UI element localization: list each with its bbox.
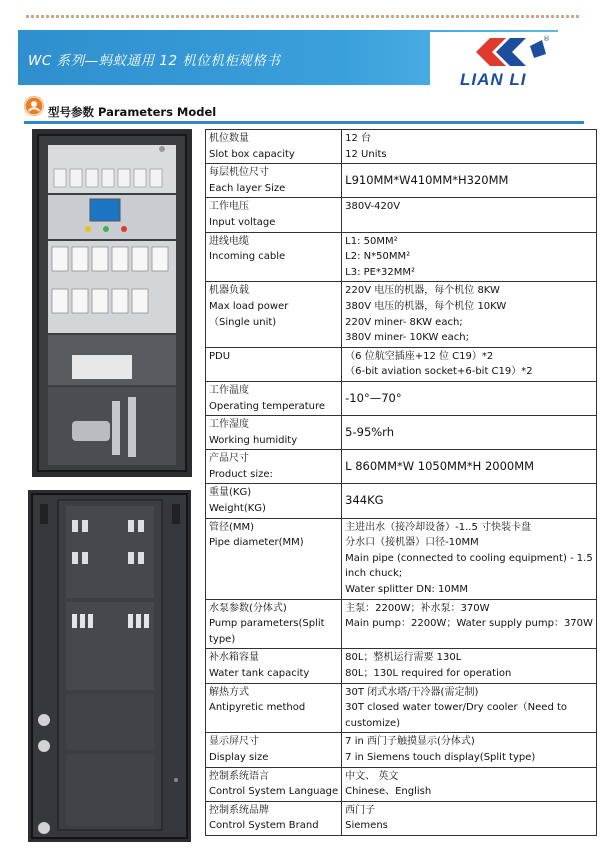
table-row	[206, 381, 597, 415]
value-line: L3: PE*32MM²	[345, 266, 415, 278]
label-zh: 机器负载	[209, 285, 249, 297]
table-row	[206, 484, 597, 518]
row-value	[342, 164, 597, 198]
row-value	[342, 130, 597, 164]
label-en: Each layer Size	[209, 182, 286, 194]
label-en: Incoming cable	[209, 251, 286, 263]
value-line: Main pump：2200W；Water supply pump：370W	[345, 618, 593, 630]
row-label	[206, 649, 342, 683]
document-title: WC 系列—蚂蚁通用 12 机位机柜规格书	[28, 53, 281, 69]
table-row	[206, 649, 597, 683]
row-value	[342, 767, 597, 801]
section-title: 型号参数 Parameters Model	[48, 105, 217, 119]
row-value	[342, 232, 597, 282]
row-label	[206, 232, 342, 282]
row-label	[206, 416, 342, 450]
row-value	[342, 282, 597, 347]
table-row	[206, 164, 597, 198]
label-en: Pipe diameter(MM)	[209, 537, 304, 549]
label-en: Max load power	[209, 300, 289, 312]
value-line: L910MM*W410MM*H320MM	[345, 172, 509, 187]
label-zh: 控制系统品牌	[209, 804, 269, 816]
value-line: 7 in Siemens touch display(Split type)	[345, 751, 536, 763]
label-en: Water tank capacity	[209, 668, 310, 679]
row-value	[342, 649, 597, 683]
value-line: 344KG	[345, 493, 384, 508]
label-zh: 每层机位尺寸	[209, 167, 269, 179]
logo-text: LIAN LI	[460, 70, 527, 89]
value-line: 12 Units	[345, 148, 387, 160]
row-label	[206, 683, 342, 733]
row-value	[342, 733, 597, 767]
table-row	[206, 518, 597, 599]
value-line: Siemens	[345, 820, 388, 832]
value-line: 主进出水（接冷却设备）-1..5 寸快装卡盘	[345, 521, 532, 533]
row-value	[342, 801, 597, 835]
label-zh: 控制系统语言	[209, 770, 269, 782]
row-label	[206, 518, 342, 599]
label-en: Product size:	[209, 468, 273, 480]
table-row	[206, 801, 597, 835]
value-line: 30T closed water tower/Dry cooler（Need to customize)	[345, 702, 568, 729]
label-zh: 水泵参数(分体式)	[209, 602, 287, 614]
value-line: Water splitter DN: 10MM	[345, 584, 469, 596]
label-zh: 重量(KG)	[209, 487, 252, 499]
label-en: Operating temperature	[209, 400, 326, 412]
label-zh: 工作湿度	[209, 419, 249, 431]
value-line: 380V 电压的机器，每个机位 10KW	[345, 300, 507, 312]
row-value	[342, 381, 597, 415]
table-row	[206, 450, 597, 484]
label-en: Display size	[209, 751, 269, 763]
row-label	[206, 733, 342, 767]
value-line: Main pipe (connected to cooling equipment) - 1.5 inch chuck;	[345, 552, 593, 580]
cabinet-interior-photo	[32, 129, 192, 477]
row-label	[206, 450, 342, 484]
cabinet-front-photo	[28, 490, 191, 842]
registered-mark: ®	[543, 35, 550, 43]
value-line: 5-95%rh	[345, 424, 394, 439]
row-label	[206, 198, 342, 232]
value-line: 80L；整机运行需要 130L	[345, 652, 462, 664]
label-zh: 工作温度	[209, 384, 249, 396]
label-en: （Single unit)	[209, 316, 277, 328]
row-value	[342, 484, 597, 518]
top-decorative-rule	[26, 15, 579, 18]
parameters-table	[205, 129, 597, 836]
value-line: 220V miner- 8KW each;	[345, 316, 463, 328]
row-value	[342, 416, 597, 450]
row-value	[342, 683, 597, 733]
table-row	[206, 198, 597, 232]
row-value	[342, 347, 597, 381]
row-label	[206, 484, 342, 518]
table-row	[206, 347, 597, 381]
value-line: 中文、 英文	[345, 770, 399, 782]
table-row	[206, 599, 597, 649]
table-row	[206, 683, 597, 733]
label-zh: 机位数量	[209, 133, 249, 144]
value-line: 7 in 西门子触摸显示(分体式)	[345, 736, 475, 748]
value-line: 380V-420V	[345, 201, 401, 213]
section-rule	[24, 121, 584, 124]
table-row	[206, 767, 597, 801]
value-line: Chinese、English	[345, 786, 432, 798]
row-label	[206, 164, 342, 198]
row-label	[206, 599, 342, 649]
row-value	[342, 518, 597, 599]
table-row	[206, 130, 597, 164]
row-label	[206, 801, 342, 835]
label-zh: 工作电压	[209, 201, 249, 213]
value-line: 12 台	[345, 133, 372, 144]
value-line: -10°—70°	[345, 390, 402, 405]
label-en: Control System Brand	[209, 820, 319, 832]
person-badge-icon	[24, 96, 44, 116]
lian-li-logo-mark-icon	[430, 32, 560, 72]
row-label	[206, 282, 342, 347]
row-value	[342, 450, 597, 484]
value-line: 主泵：2200W；补水泵：370W	[345, 602, 490, 614]
label-en: Control System Language	[209, 786, 339, 798]
label-en: Working humidity	[209, 434, 298, 446]
table-row	[206, 232, 597, 282]
value-line: L2: N*50MM²	[345, 251, 411, 263]
row-label	[206, 130, 342, 164]
row-label	[206, 347, 342, 381]
label-en: PDU	[209, 350, 231, 362]
table-row	[206, 416, 597, 450]
value-line: 分水口（接机器）口径-10MM	[345, 537, 479, 549]
value-line: （6 位航空插座+12 位 C19）*2	[345, 350, 494, 362]
row-label	[206, 767, 342, 801]
table-row	[206, 733, 597, 767]
value-line: 30T 闭式水塔/干冷器(需定制)	[345, 686, 479, 698]
value-line: 西门子	[345, 804, 376, 816]
label-en: Antipyretic method	[209, 702, 306, 714]
row-value	[342, 599, 597, 649]
value-line: L1: 50MM²	[345, 235, 398, 247]
label-zh: 补水箱容量	[209, 652, 259, 664]
label-zh: 解热方式	[209, 686, 249, 698]
label-zh: 管径(MM)	[209, 521, 255, 533]
label-en: Weight(KG)	[209, 503, 266, 515]
label-zh: 进线电缆	[209, 235, 249, 247]
row-value	[342, 198, 597, 232]
label-zh: 显示屏尺寸	[209, 736, 259, 748]
label-zh: 产品尺寸	[209, 453, 249, 465]
value-line: 80L；130L required for operation	[345, 668, 512, 679]
value-line: 220V 电压的机器，每个机位 8KW	[345, 285, 500, 297]
value-line: 380V miner- 10KW each;	[345, 332, 470, 344]
row-label	[206, 381, 342, 415]
value-line: L 860MM*W 1050MM*H 2000MM	[345, 459, 535, 474]
lian-li-logo	[430, 32, 560, 89]
label-en: Input voltage	[209, 216, 276, 228]
label-en: Slot box capacity	[209, 148, 295, 160]
table-row	[206, 282, 597, 347]
label-en: Pump parameters(Split type)	[209, 618, 325, 645]
value-line: （6-bit aviation socket+6-bit C19）*2	[345, 366, 533, 378]
